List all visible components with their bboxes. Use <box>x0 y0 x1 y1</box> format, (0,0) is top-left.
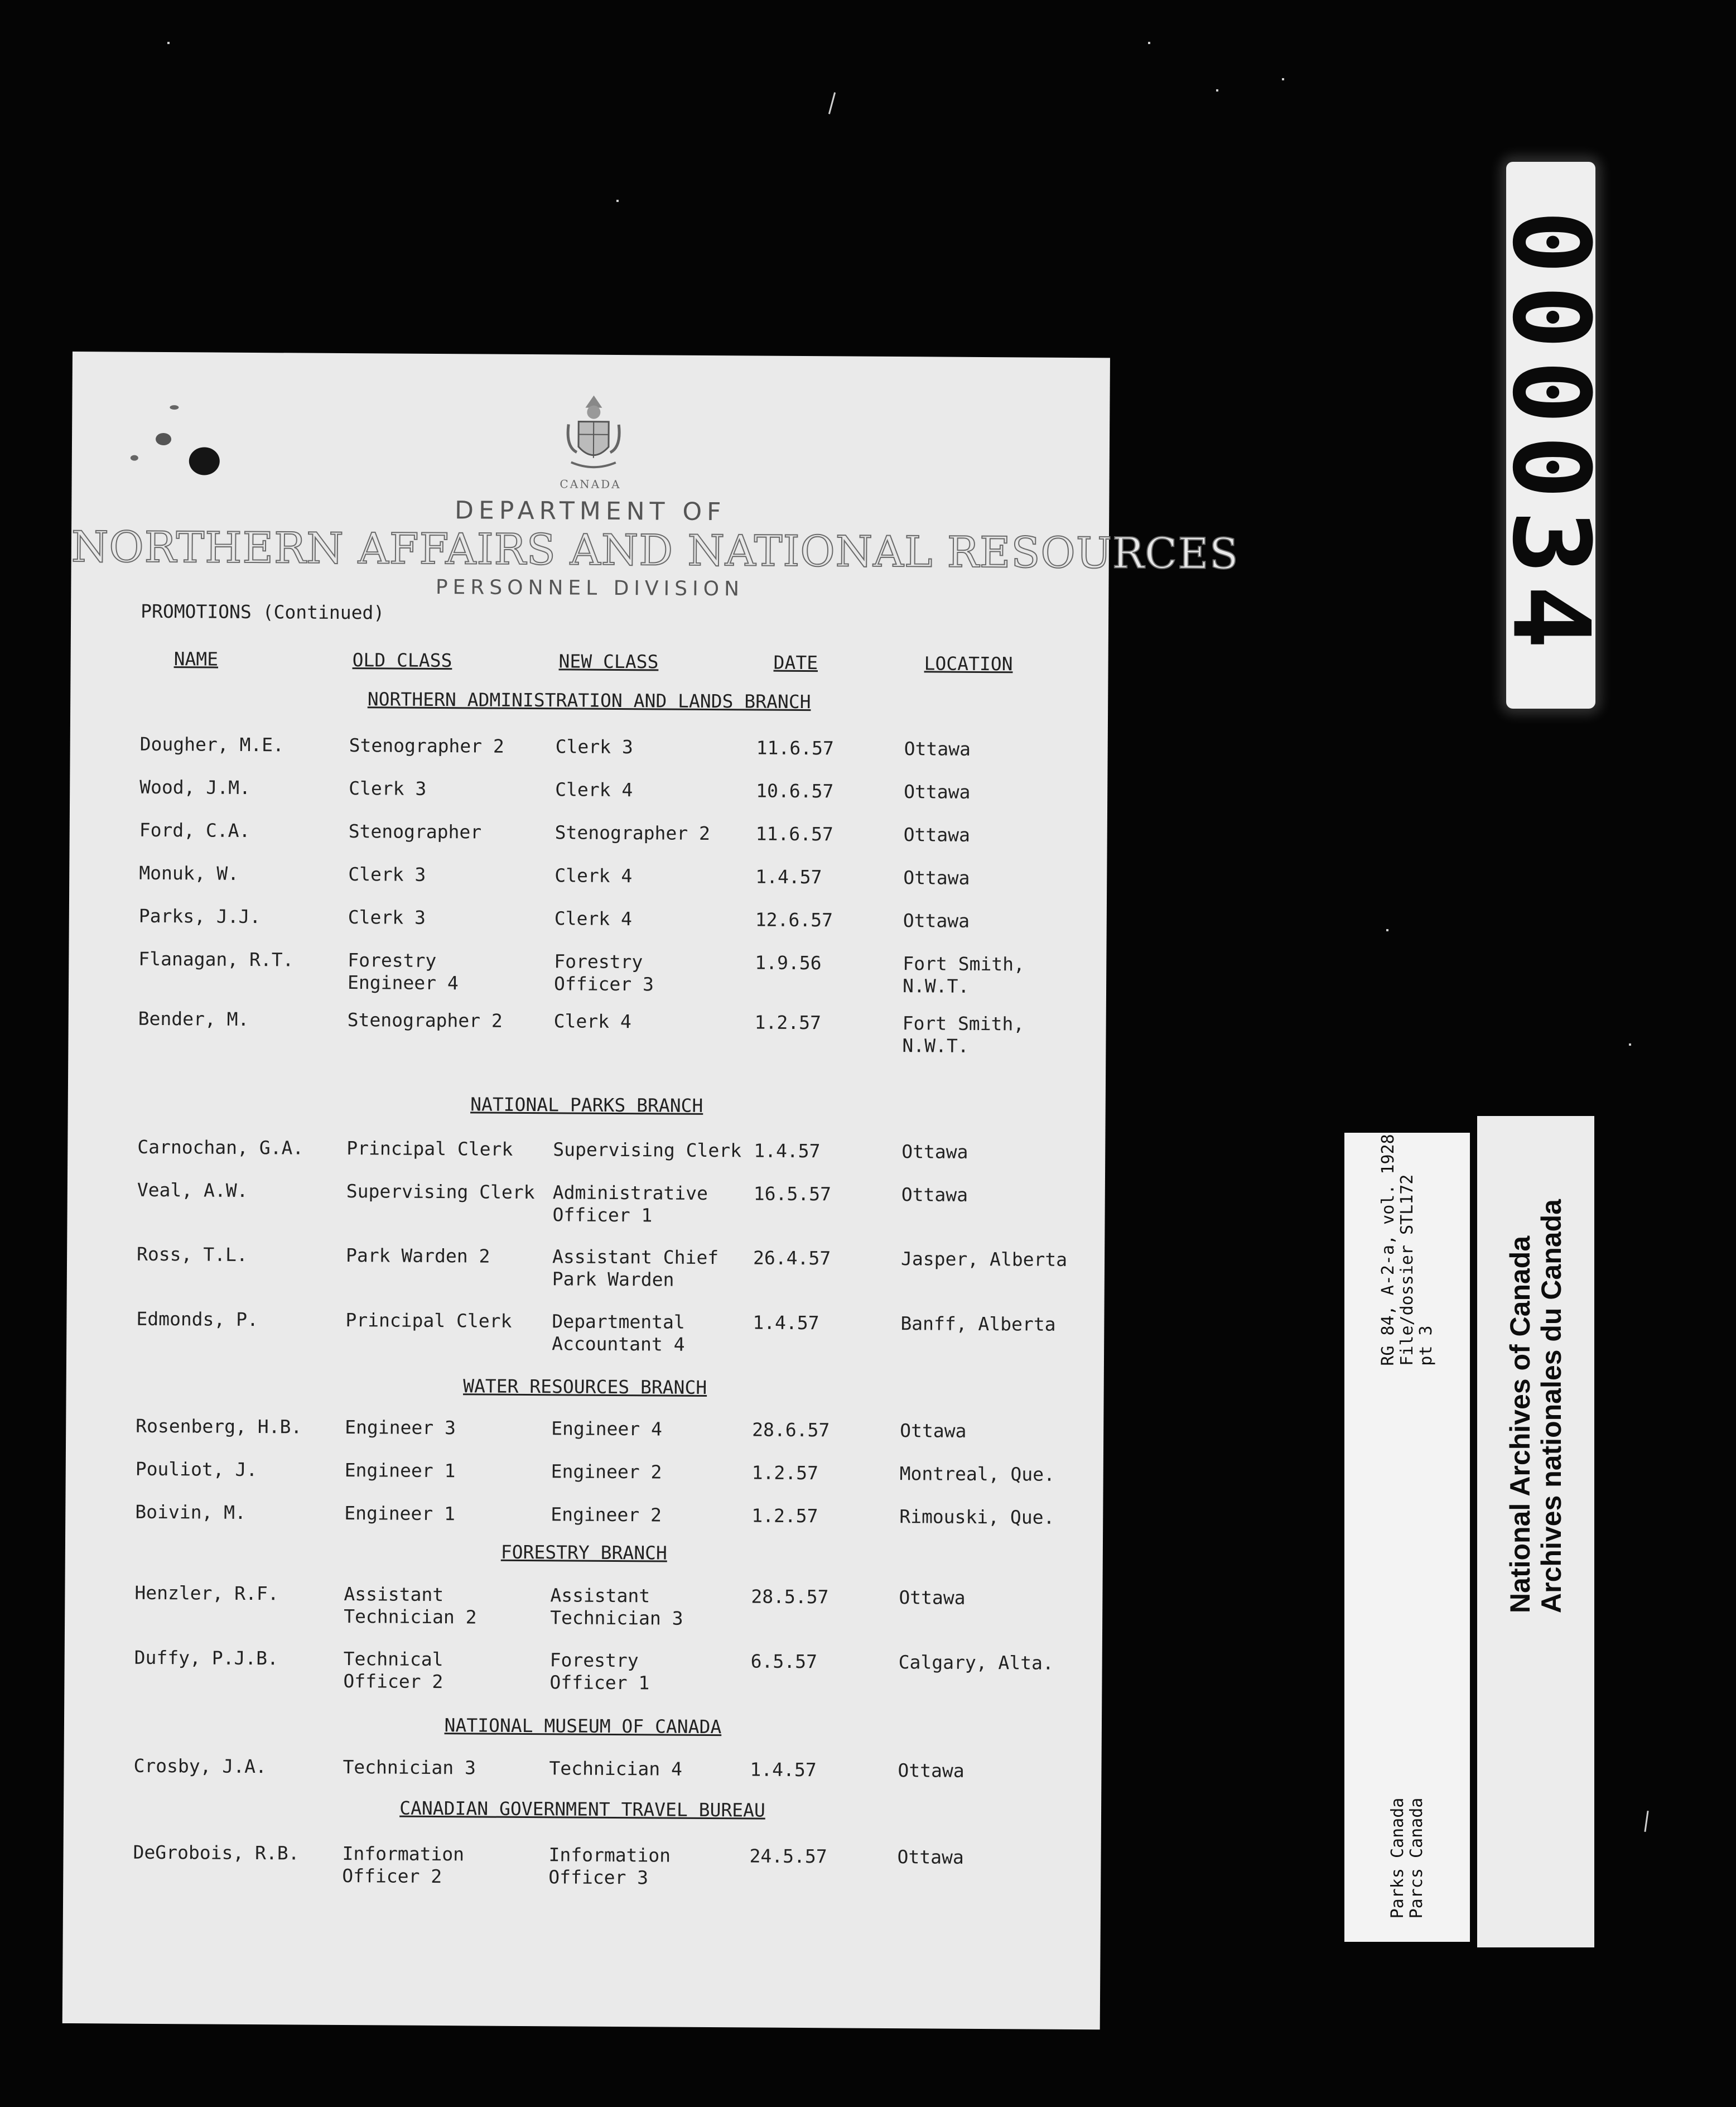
new-class: Technician 4 <box>549 1757 683 1780</box>
agency-english: Parks Canada <box>1387 1797 1407 1919</box>
new-class: Engineer 4 <box>551 1417 663 1440</box>
new-class: Engineer 2 <box>551 1503 662 1526</box>
old-class: Forestry Engineer 4 <box>347 949 459 994</box>
promotion-date: 1.4.57 <box>753 1311 819 1334</box>
promotion-date: 1.2.57 <box>751 1461 819 1484</box>
letterhead-department-of: DEPARTMENT OF <box>454 496 726 527</box>
location: Jasper, Alberta <box>900 1248 1068 1271</box>
promotion-date: 10.6.57 <box>756 780 834 802</box>
archives-english: National Archives of Canada <box>1504 1235 1536 1613</box>
new-class: Forestry Officer 1 <box>549 1649 650 1694</box>
old-class: Technician 3 <box>343 1756 476 1779</box>
employee-name: Carnochan, G.A. <box>137 1136 304 1159</box>
employee-name: Pouliot, J. <box>135 1457 258 1481</box>
employee-name: Dougher, M.E. <box>139 733 284 756</box>
promotion-date: 28.5.57 <box>751 1585 829 1608</box>
employee-name: Crosby, J.A. <box>133 1754 267 1778</box>
employee-name: Henzler, R.F. <box>134 1581 279 1605</box>
employee-name: Monuk, W. <box>139 862 239 884</box>
promotion-date: 1.2.57 <box>751 1504 818 1527</box>
new-class: Clerk 3 <box>555 735 633 758</box>
location: Ottawa <box>898 1759 965 1782</box>
employee-name: Bender, M. <box>138 1007 249 1030</box>
employee-name: Rosenberg, H.B. <box>136 1415 302 1438</box>
promotion-date: 12.6.57 <box>755 908 833 931</box>
new-class: Information Officer 3 <box>548 1844 671 1889</box>
location: Banff, Alberta <box>900 1312 1056 1335</box>
archives-french: Archives nationales du Canada <box>1536 1199 1567 1613</box>
old-class: Clerk 3 <box>348 906 426 929</box>
new-class: Forestry Officer 3 <box>553 950 654 995</box>
old-class: Stenographer 2 <box>347 1009 503 1032</box>
section-heading: NATIONAL PARKS BRANCH <box>470 1093 703 1117</box>
old-class: Park Warden 2 <box>345 1244 490 1267</box>
promotion-date: 1.9.56 <box>755 951 822 974</box>
old-class: Supervising Clerk <box>346 1180 535 1204</box>
column-header-old-class: OLD CLASS <box>352 649 452 672</box>
location: Rimouski, Que. <box>899 1505 1055 1528</box>
employee-name: Parks, J.J. <box>138 905 261 928</box>
old-class: Engineer 1 <box>344 1459 456 1482</box>
location: Ottawa <box>903 910 970 932</box>
employee-name: Edmonds, P. <box>136 1307 259 1331</box>
frame-number-strip <box>1489 162 1613 709</box>
promotion-date: 6.5.57 <box>750 1650 818 1673</box>
new-class: Clerk 4 <box>554 907 633 930</box>
old-class: Principal Clerk <box>346 1137 513 1160</box>
location: Ottawa <box>904 781 971 803</box>
promotion-date: 1.4.57 <box>755 865 822 888</box>
section-heading: NATIONAL MUSEUM OF CANADA <box>444 1714 722 1738</box>
location: Ottawa <box>899 1586 966 1609</box>
promotion-date: 28.6.57 <box>752 1418 830 1441</box>
column-header-location: LOCATION <box>924 652 1013 675</box>
ink-smudge <box>170 405 179 410</box>
frame-number: 000034 <box>1489 210 1613 661</box>
new-class: Assistant Chief Park Warden <box>552 1245 719 1291</box>
archives-slip <box>1477 1116 1594 1947</box>
employee-name: DeGrobois, R.B. <box>133 1841 300 1864</box>
employee-name: Ford, C.A. <box>139 819 250 841</box>
old-class: Engineer 3 <box>345 1416 456 1439</box>
new-class: Clerk 4 <box>553 1010 631 1033</box>
letterhead-department-name: NORTHERN AFFAIRS AND NATIONAL RESOURCES <box>71 521 1240 579</box>
employee-name: Duffy, P.J.B. <box>134 1646 279 1670</box>
column-header-new-class: NEW CLASS <box>558 650 659 673</box>
promotion-date: 1.4.57 <box>754 1139 821 1162</box>
letterhead-division: PERSONNEL DIVISION <box>435 575 745 601</box>
document-page <box>62 352 1240 2029</box>
old-class: Stenographer 2 <box>349 734 504 757</box>
location: Montreal, Que. <box>899 1463 1055 1485</box>
location: Ottawa <box>903 824 971 846</box>
promotion-date: 1.4.57 <box>750 1758 817 1781</box>
section-heading: FORESTRY BRANCH <box>500 1541 667 1564</box>
old-class: Engineer 1 <box>344 1502 456 1525</box>
location: Fort Smith, N.W.T. <box>902 1012 1025 1057</box>
employee-name: Ross, T.L. <box>137 1243 248 1266</box>
section-heading: WATER RESOURCES BRANCH <box>463 1375 707 1398</box>
promotion-date: 16.5.57 <box>753 1182 831 1205</box>
location: Ottawa <box>904 738 971 760</box>
promotion-date: 1.2.57 <box>754 1011 822 1034</box>
location: Ottawa <box>897 1846 964 1868</box>
ink-smudge <box>156 433 171 445</box>
reference-line-1: RG 84, A-2-a, vol. 1928 <box>1378 1134 1398 1366</box>
old-class: Stenographer <box>348 820 482 843</box>
letterhead-country: CANADA <box>560 477 621 492</box>
location: Ottawa <box>901 1184 968 1206</box>
new-class: Clerk 4 <box>554 864 633 887</box>
employee-name: Wood, J.M. <box>139 776 251 798</box>
column-header-name: NAME <box>173 648 219 670</box>
reference-slip <box>1344 1133 1470 1942</box>
section-heading: CANADIAN GOVERNMENT TRAVEL BUREAU <box>399 1797 765 1821</box>
location: Ottawa <box>903 867 970 889</box>
reference-call-number <box>1379 1134 1436 1365</box>
reference-agency <box>1388 1798 1426 1919</box>
column-header-date: DATE <box>773 651 818 674</box>
coat-of-arms-icon <box>563 391 625 475</box>
promotion-date: 24.5.57 <box>749 1845 827 1868</box>
employee-name: Flanagan, R.T. <box>138 947 294 971</box>
agency-french: Parcs Canada <box>1406 1797 1426 1919</box>
old-class: Information Officer 2 <box>342 1843 465 1888</box>
ink-smudge <box>131 455 138 461</box>
promotion-date: 11.6.57 <box>756 737 834 759</box>
reference-line-2: File/dossier STL172 <box>1397 1174 1417 1366</box>
promotion-date: 26.4.57 <box>753 1247 831 1269</box>
reference-line-3: pt 3 <box>1416 1325 1436 1366</box>
location: Fort Smith, N.W.T. <box>902 953 1025 997</box>
location: Ottawa <box>901 1141 968 1163</box>
employee-name: Boivin, M. <box>135 1500 247 1523</box>
new-class: Supervising Clerk <box>553 1138 742 1162</box>
old-class: Principal Clerk <box>345 1309 512 1332</box>
old-class: Technical Officer 2 <box>343 1648 443 1693</box>
location: Calgary, Alta. <box>898 1651 1054 1674</box>
promotion-date: 11.6.57 <box>755 822 833 845</box>
new-class: Engineer 2 <box>551 1460 662 1483</box>
new-class: Clerk 4 <box>555 778 633 801</box>
location: Ottawa <box>900 1420 967 1442</box>
document-title: PROMOTIONS (Continued) <box>141 600 385 624</box>
old-class: Clerk 3 <box>348 863 426 886</box>
new-class: Departmental Accountant 4 <box>552 1310 685 1355</box>
new-class: Administrative Officer 1 <box>552 1181 708 1226</box>
section-heading: NORTHERN ADMINISTRATION AND LANDS BRANCH <box>367 688 811 713</box>
employee-name: Veal, A.W. <box>137 1178 248 1201</box>
old-class: Clerk 3 <box>349 777 427 800</box>
old-class: Assistant Technician 2 <box>344 1583 477 1628</box>
ink-blot <box>189 447 220 475</box>
new-class: Stenographer 2 <box>554 821 711 844</box>
new-class: Assistant Technician 3 <box>550 1584 683 1629</box>
archives-label <box>1504 1199 1567 1613</box>
